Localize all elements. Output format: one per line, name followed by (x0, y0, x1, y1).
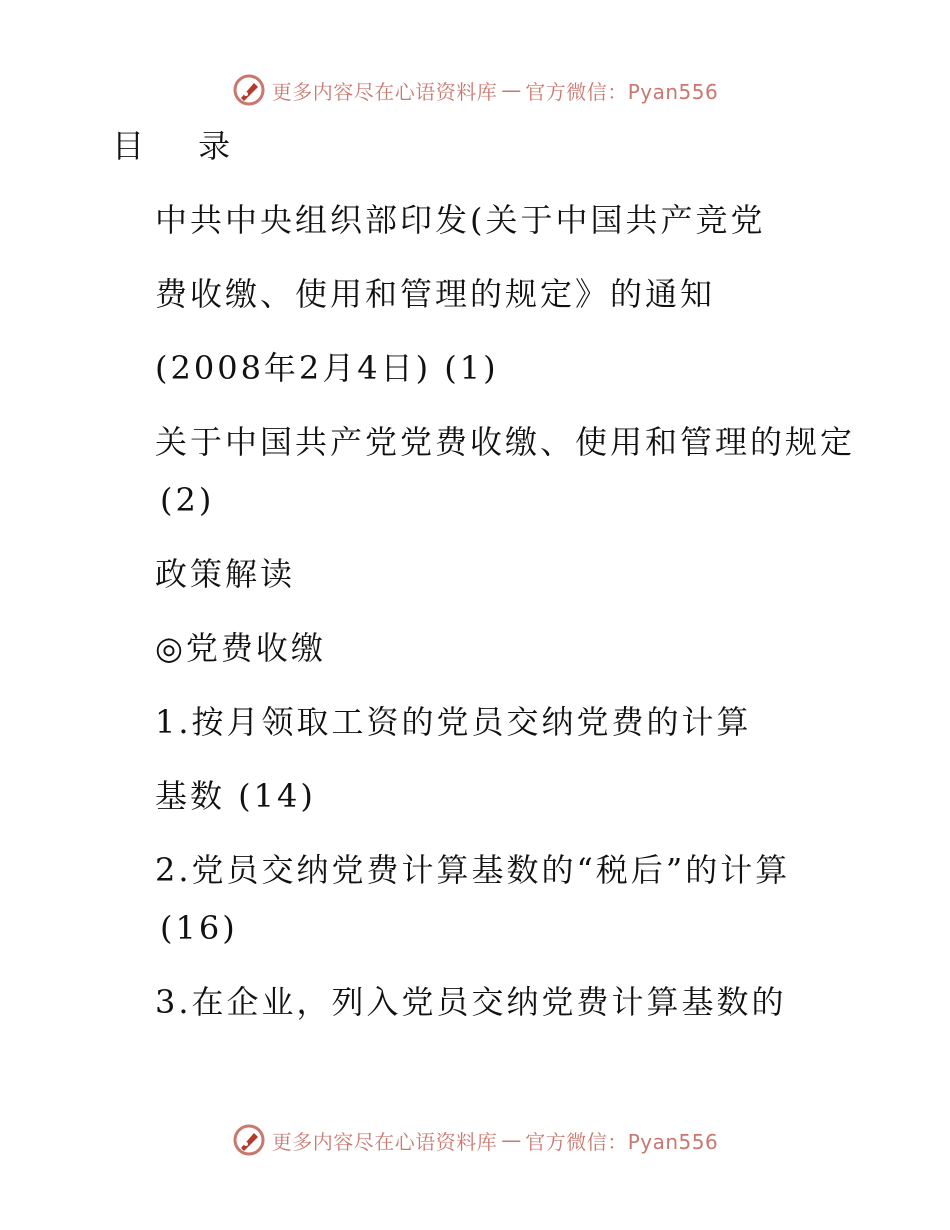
toc-line-7: ◎党费收缴 (155, 629, 326, 667)
toc-line-12: 3.在企业，列入党员交纳党费计算基数的 (155, 983, 787, 1021)
watermark-text: 更多内容尽在心语资料库 (271, 1129, 498, 1154)
toc-line-11: (16) (160, 909, 238, 947)
pen-nib-logo-icon (232, 73, 266, 107)
watermark-header (0, 72, 950, 108)
watermark-footer (0, 1122, 950, 1158)
pen-nib-logo-icon (232, 1123, 266, 1157)
toc-line-10: 2.党员交纳党费计算基数的“税后”的计算 (155, 851, 791, 889)
watermark-separator: — (501, 78, 522, 102)
toc-line-8: 1.按月领取工资的党员交纳党费的计算 (155, 703, 752, 741)
toc-line-4: 关于中国共产党党费收缴、使用和管理的规定 (155, 423, 856, 461)
toc-line-1: 中共中央组织部印发(关于中国共产竞党 (155, 201, 766, 239)
toc-line-2: 费收缴、使用和管理的规定》的通知 (155, 275, 716, 313)
toc-heading: 目 录 (112, 127, 253, 165)
watermark-wechat: 官方微信：Pyan556 (525, 79, 719, 104)
toc-line-6: 政策解读 (155, 555, 296, 593)
toc-line-9: 基数 (14) (155, 777, 316, 815)
toc-line-5: (2) (160, 481, 215, 519)
watermark-wechat: 官方微信：Pyan556 (525, 1129, 719, 1154)
toc-line-3: (2008年2月4日) (1) (155, 349, 499, 387)
watermark-text: 更多内容尽在心语资料库 (271, 79, 498, 104)
watermark-separator: — (501, 1128, 522, 1152)
